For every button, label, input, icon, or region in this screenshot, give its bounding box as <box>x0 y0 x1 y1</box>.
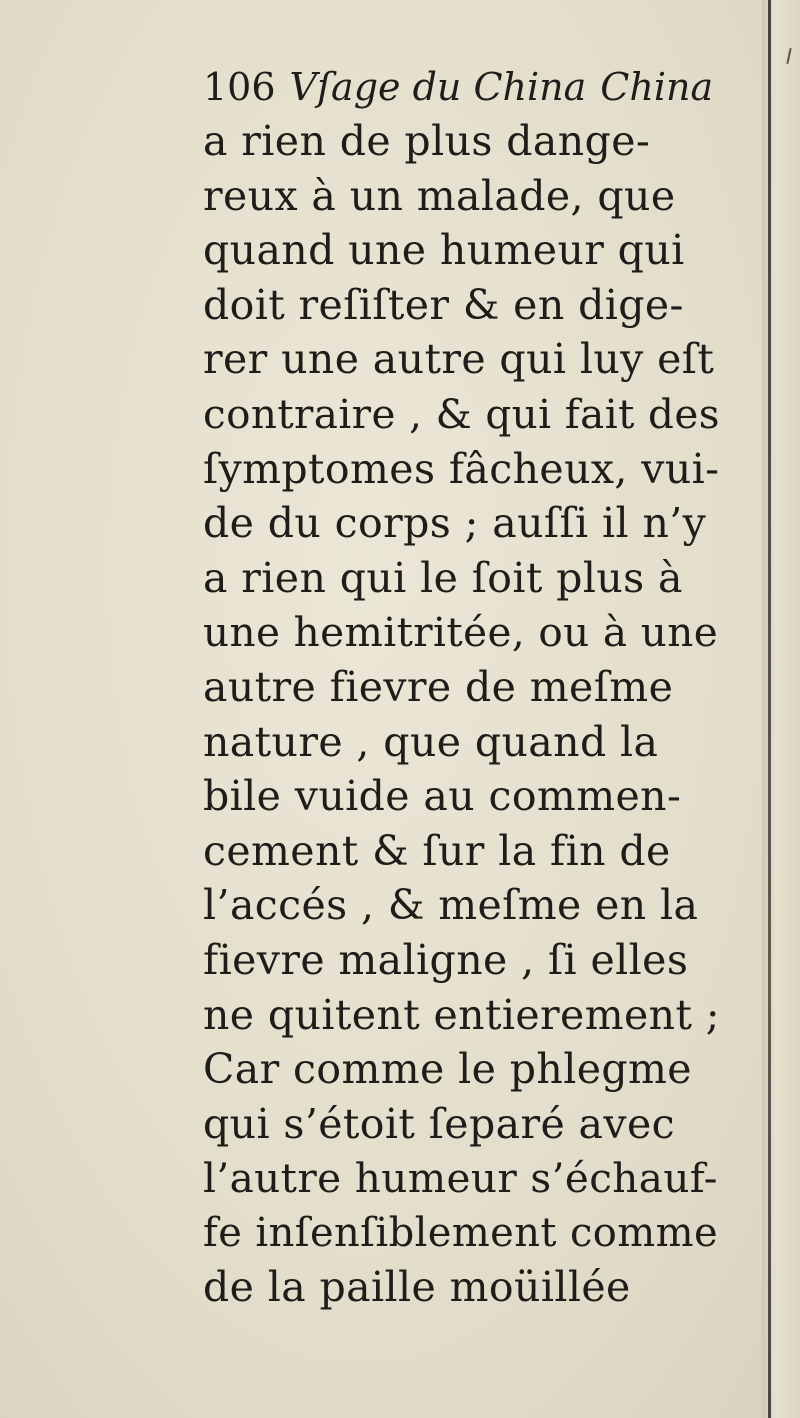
text-block <box>203 60 723 1315</box>
page-number: 106 <box>203 65 276 109</box>
text-line: qui s’étoit ſeparé avec <box>203 1099 675 1148</box>
text-line: bile vuide au commen- <box>203 772 682 821</box>
text-line: nature , que quand la <box>203 717 659 766</box>
text-line: de la paille moüillée <box>203 1263 631 1312</box>
text-line: doit reſiſter & en dige- <box>203 280 684 329</box>
text-line: autre fievre de meſme <box>203 662 674 711</box>
text-line: ſymptomes fâcheux, vui- <box>203 444 720 493</box>
text-line: Car comme le phlegme <box>203 1045 692 1094</box>
text-line: l’accés , & meſme en la <box>203 881 699 930</box>
header-catchword: China <box>600 65 714 109</box>
text-line: reux à un malade, que <box>203 171 676 220</box>
binding-shadow <box>768 0 771 1418</box>
text-line: fe inſenſiblement comme <box>203 1209 719 1256</box>
text-line: contraire , & qui fait des <box>203 389 720 438</box>
text-line: cement & ſur la fin de <box>203 826 671 875</box>
text-line: l’autre humeur s’échauf- <box>203 1154 718 1203</box>
text-line: rer une autre qui luy eſt <box>203 335 715 384</box>
running-title: Vſage du China <box>289 65 587 109</box>
text-line: une hemitritée, ou à une <box>203 608 719 657</box>
text-line: a rien de plus dange- <box>203 117 651 165</box>
text-line: quand une humeur qui <box>203 226 685 275</box>
text-line: de du corps ; auſſi il n’y <box>203 499 707 548</box>
running-header <box>203 60 723 114</box>
text-line: fievre maligne , ſi elles <box>203 935 689 984</box>
text-line: ne quitent entierement ; <box>203 990 720 1039</box>
text-line: a rien qui le ſoit plus à <box>203 553 683 602</box>
